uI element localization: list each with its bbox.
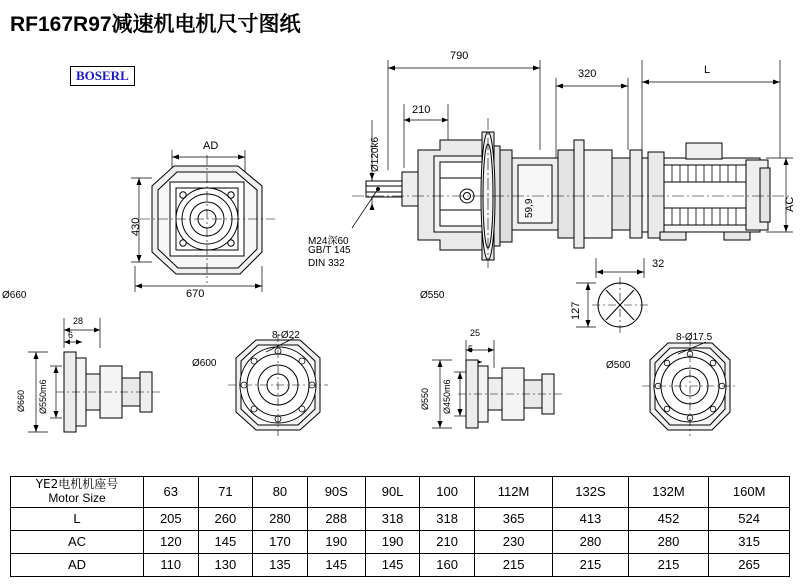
label-phi660: Ø660	[2, 290, 27, 301]
label-phi550m6-v: Ø550m6	[38, 379, 48, 414]
header-label-en: Motor Size	[48, 490, 106, 505]
label-m24: M24深60	[308, 236, 349, 247]
label-phi120k6: Ø120k6	[370, 136, 381, 172]
table-cell: 230	[474, 530, 552, 553]
table-header-row	[11, 477, 790, 508]
size-cell: 160M	[709, 477, 790, 508]
brand-logo: BOSERL	[70, 66, 135, 86]
size-cell: 132M	[628, 477, 709, 508]
table-cell: 413	[553, 507, 628, 530]
page-title: RF167R97减速机电机尺寸图纸	[10, 13, 301, 36]
table-cell: 145	[307, 553, 365, 576]
table-cell: 205	[144, 507, 199, 530]
label-28: 28	[73, 316, 84, 326]
table-cell: 280	[253, 507, 308, 530]
size-cell: 71	[198, 477, 253, 508]
table-cell: 215	[474, 553, 552, 576]
table-cell: 160	[420, 553, 475, 576]
table-cell: 260	[198, 507, 253, 530]
size-cell: 112M	[474, 477, 552, 508]
size-cell: 90S	[307, 477, 365, 508]
label-phi550-top: Ø550	[420, 290, 445, 301]
table-cell: 365	[474, 507, 552, 530]
header-label-cn: YE2电机机座号	[35, 477, 119, 491]
table-cell: 145	[198, 530, 253, 553]
table-cell: 145	[365, 553, 420, 576]
table-cell: 190	[307, 530, 365, 553]
motor-size-table	[10, 476, 790, 577]
label-25: 25	[470, 328, 481, 338]
label-32: 32	[652, 258, 665, 270]
label-59-9: 59,9	[524, 198, 535, 218]
label-phi550-v: Ø550	[420, 387, 430, 410]
table-cell: 318	[420, 507, 475, 530]
size-cell: 90L	[365, 477, 420, 508]
label-L-top: L	[704, 64, 711, 76]
table-cell: 288	[307, 507, 365, 530]
table-cell: 135	[253, 553, 308, 576]
table-cell: 120	[144, 530, 199, 553]
table-cell: 170	[253, 530, 308, 553]
table-cell: 280	[553, 530, 628, 553]
table-cell: 130	[198, 553, 253, 576]
row-label: L	[11, 507, 144, 530]
table-cell: 452	[628, 507, 709, 530]
table-row	[11, 553, 790, 576]
label-6: 6	[68, 330, 74, 340]
table-cell: 318	[365, 507, 420, 530]
label-phi600: Ø600	[192, 358, 217, 369]
table-cell: 190	[365, 530, 420, 553]
label-430: 430	[130, 217, 142, 236]
table-cell: 280	[628, 530, 709, 553]
label-8-phi17-5: 8-Ø17.5	[676, 332, 713, 343]
label-210: 210	[412, 104, 431, 116]
label-8-phi22: 8-Ø22	[272, 330, 300, 341]
size-cell: 80	[253, 477, 308, 508]
table-cell: 215	[553, 553, 628, 576]
row-label: AC	[11, 530, 144, 553]
table-cell: 524	[709, 507, 790, 530]
table-header-cell	[11, 477, 144, 508]
table-cell: 215	[628, 553, 709, 576]
label-phi500: Ø500	[606, 360, 631, 371]
row-label: AD	[11, 553, 144, 576]
label-phi660-v: Ø660	[16, 389, 26, 412]
label-320: 320	[578, 68, 597, 80]
table-row	[11, 507, 790, 530]
label-din332: DIN 332	[308, 258, 345, 269]
label-127: 127	[570, 301, 582, 320]
table-row	[11, 530, 790, 553]
size-cell: 132S	[553, 477, 628, 508]
label-AC-top: AC	[784, 196, 796, 212]
table-cell: 315	[709, 530, 790, 553]
label-670: 670	[186, 288, 205, 300]
label-790: 790	[450, 50, 469, 62]
label-ad: AD	[203, 140, 219, 152]
size-cell: 63	[144, 477, 199, 508]
table-cell: 210	[420, 530, 475, 553]
table-cell: 110	[144, 553, 199, 576]
label-phi450m6-v: Ø450m6	[442, 379, 452, 414]
table-cell: 265	[709, 553, 790, 576]
label-5: 5	[468, 344, 474, 354]
size-cell: 100	[420, 477, 475, 508]
label-gbt145: GB/T 145	[308, 245, 351, 256]
